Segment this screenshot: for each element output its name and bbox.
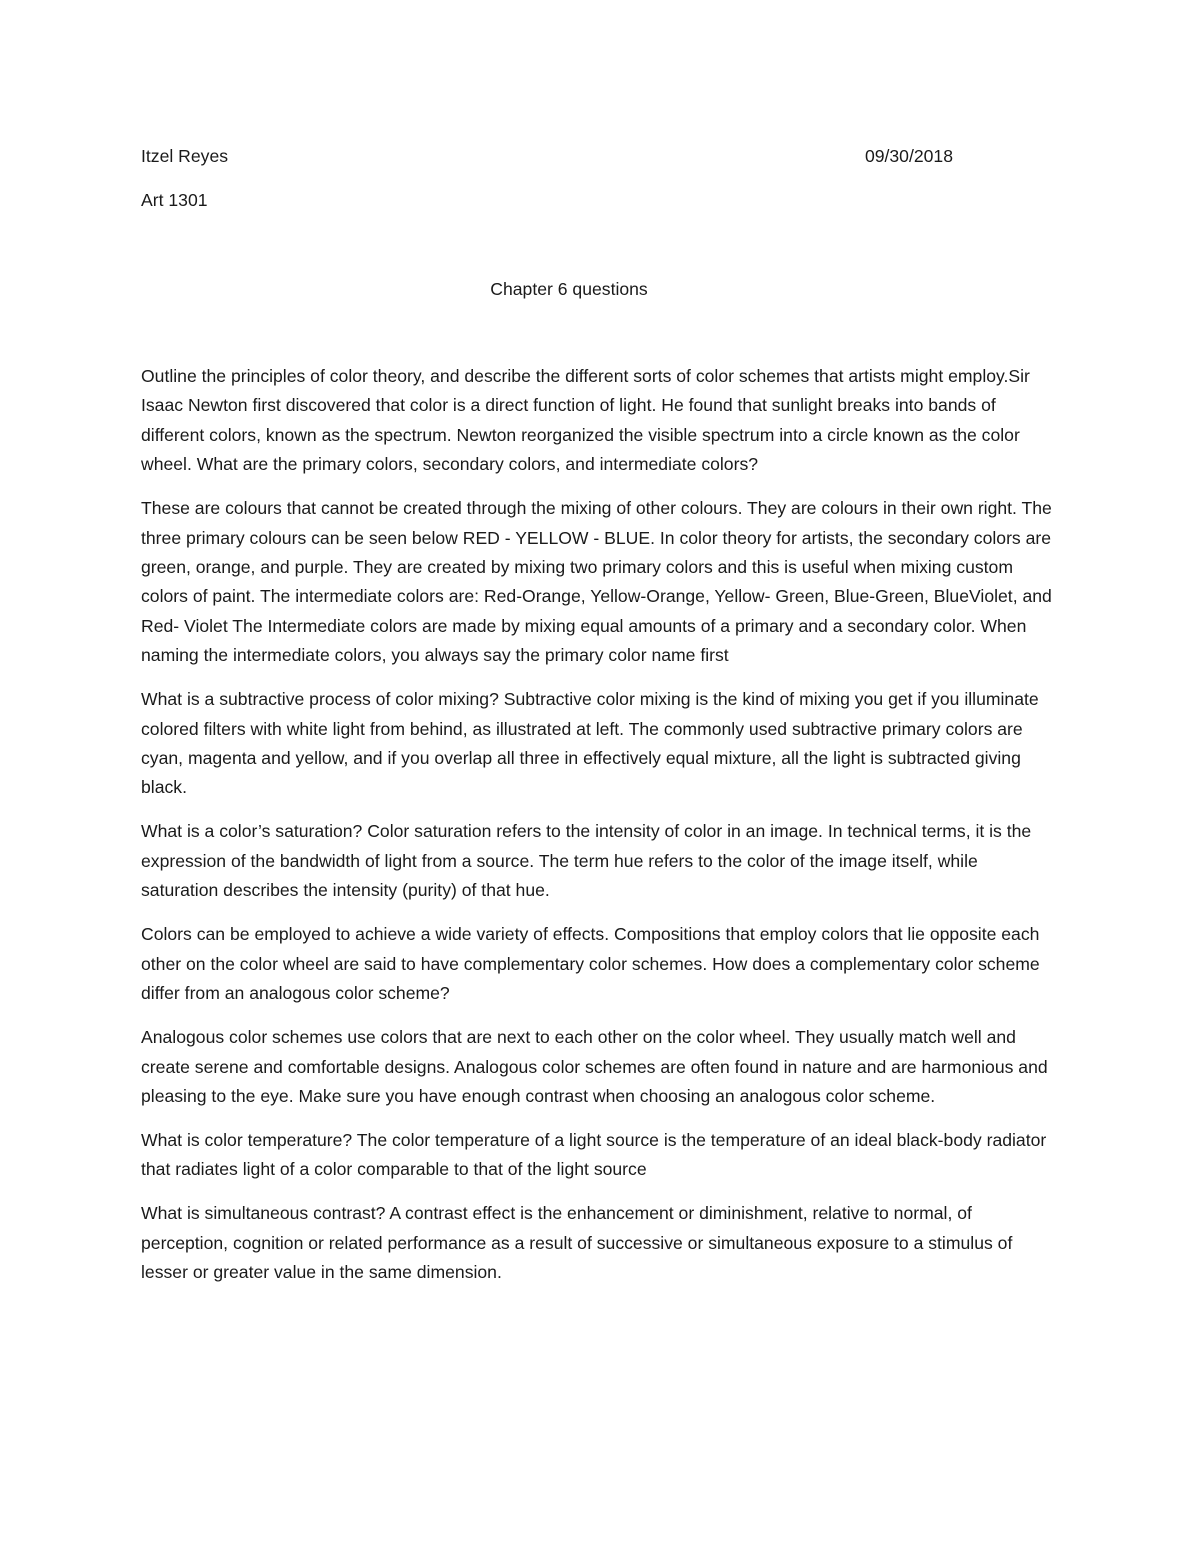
paragraph: What is a color’s saturation? Color saturation refers to the intensity of color in an image. In technical terms, it is the expression of the bandwidth of light from a source. The term hue refers to the color of the image itself, while saturation describes the intensity (purity) of that hue. [141, 821, 1032, 901]
course-name: Art 1301 [141, 190, 208, 210]
author-name: Itzel Reyes [141, 146, 229, 166]
paragraph: Colors can be employed to achieve a wide variety of effects. Compositions that employ colors that lie opposite each other on the color wheel are said to have complementary color schemes. How does a complementary color scheme differ from an analogous color scheme? [141, 924, 1040, 1004]
paragraph: Analogous color schemes use colors that are next to each other on the color wheel. They usually match well and create serene and comfortable designs. Analogous color schemes are often found in nature and are harmonious and pleasing to the eye. Make sure you have enough contrast when choosing an analogous color scheme. [141, 1027, 1048, 1106]
document-body [141, 362, 1059, 1302]
document-title: Chapter 6 questions [490, 279, 648, 299]
document-date: 09/30/2018 [864, 146, 953, 166]
paragraph: Outline the principles of color theory, and describe the different sorts of color schemes that artists might employ.Sir Isaac Newton first discovered that color is a direct function of light. He found that sunlight breaks into bands of different colors, known as the spectrum. Newton reorganized the visible spectrum into a circle known as the color wheel. What are the primary colors, secondary colors, and intermediate colors? [141, 366, 1030, 475]
paragraph: What is a subtractive process of color mixing? Subtractive color mixing is the kind of mixing you get if you illuminate colored filters with white light from behind, as illustrated at left. The commonly used subtractive primary colors are cyan, magenta and yellow, and if you overlap all three in effectively equal mixture, all the light is subtracted giving black. [141, 689, 1039, 798]
paragraph: What is color temperature? The color temperature of a light source is the temperature of an ideal black-body radiator that radiates light of a color comparable to that of the light source [141, 1129, 1047, 1180]
paragraph: These are colours that cannot be created through the mixing of other colours. They are colours in their own right. The three primary colours can be seen below RED - YELLOW - BLUE. In color theory for artists, the secondary colors are green, orange, and purple. They are created by mixing two primary colors and this is useful when mixing custom colors of paint. The intermediate colors are: Red-Orange, Yellow-Orange, Yellow- Green, Blue-Green, BlueViolet, and Red- Violet The Intermediate colors are made by mixing equal amounts of a primary and a secondary color. When naming the intermediate colors, you always say the primary color name first [141, 498, 1052, 666]
header-row [141, 142, 953, 172]
paragraph: What is simultaneous contrast? A contrast effect is the enhancement or diminishment, relative to normal, of perception, cognition or related performance as a result of successive or simultaneous exposure to a stimulus of lesser or greater value in the same dimension. [141, 1203, 1013, 1283]
